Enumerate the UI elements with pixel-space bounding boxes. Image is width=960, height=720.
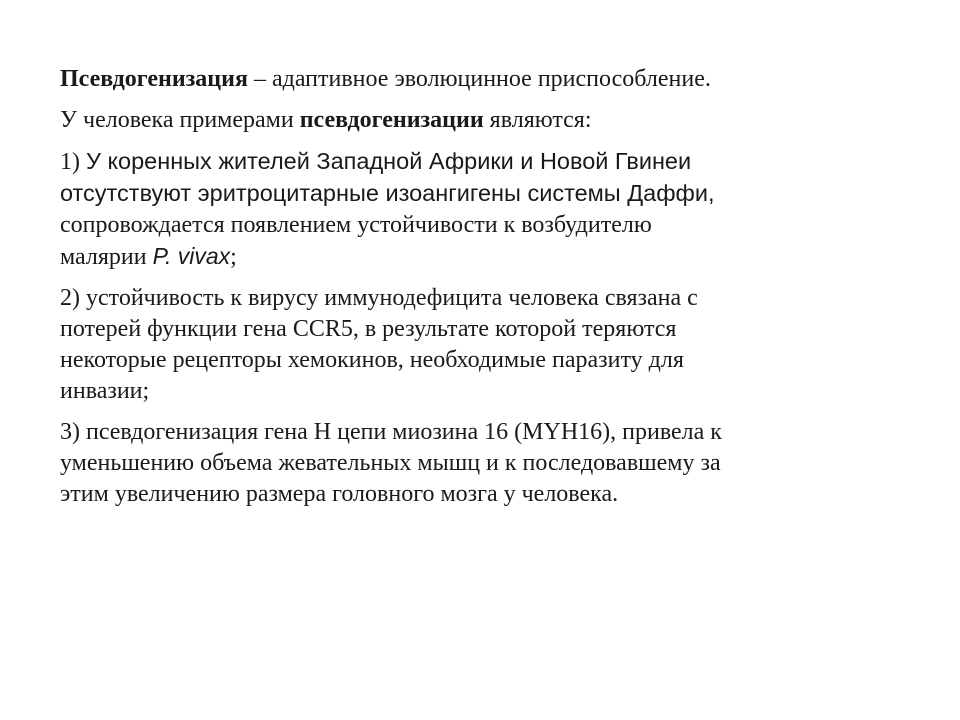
- example-2-line-4: инвазии;: [60, 378, 150, 404]
- intro-text-before: У человека примерами: [60, 107, 300, 133]
- intro-text-after: являются:: [483, 107, 592, 133]
- example-2-line-2: потерей функции гена CCR5, в результате которой теряются: [60, 316, 677, 342]
- example-1-line-2: отсутствуют эритроцитарные изоангигены системы Даффи,: [60, 180, 715, 206]
- definition-paragraph: [60, 64, 920, 95]
- example-1-line-3: сопровождается появлением устойчивости к возбудителю: [60, 212, 652, 238]
- example-3-line-3: этим увеличению размера головного мозга у человека.: [60, 481, 619, 507]
- example-2-paragraph: [60, 283, 920, 407]
- examples-intro-paragraph: [60, 105, 920, 136]
- example-1-paragraph: [60, 146, 920, 273]
- example-1-line-4-end: ;: [230, 244, 237, 270]
- example-3-line-1: 3) псевдогенизация гена Н цепи миозина 16 (MYH16), привела к: [60, 419, 722, 445]
- example-1-number: 1): [60, 149, 86, 175]
- definition-text: – адаптивное эволюцинное приспособление.: [247, 66, 711, 92]
- example-1-line-4: малярии: [60, 244, 153, 270]
- example-3-line-2: уменьшению объема жевательных мышц и к последовавшему за: [60, 450, 721, 476]
- example-3-paragraph: [60, 417, 920, 510]
- term-pseudogenization: Псевдогенизация: [60, 66, 248, 92]
- example-1-line-1: У коренных жителей Западной Африки и Новой Гвинеи: [86, 148, 692, 174]
- slide-body: [60, 64, 920, 520]
- example-2-line-3: некоторые рецепторы хемокинов, необходимые паразиту для: [60, 347, 684, 373]
- example-2-line-1: 2) устойчивость к вирусу иммунодефицита человека связана с: [60, 285, 698, 311]
- term-pseudogenization-genitive: псевдогенизации: [299, 107, 484, 133]
- species-name: P. vivax: [152, 243, 231, 269]
